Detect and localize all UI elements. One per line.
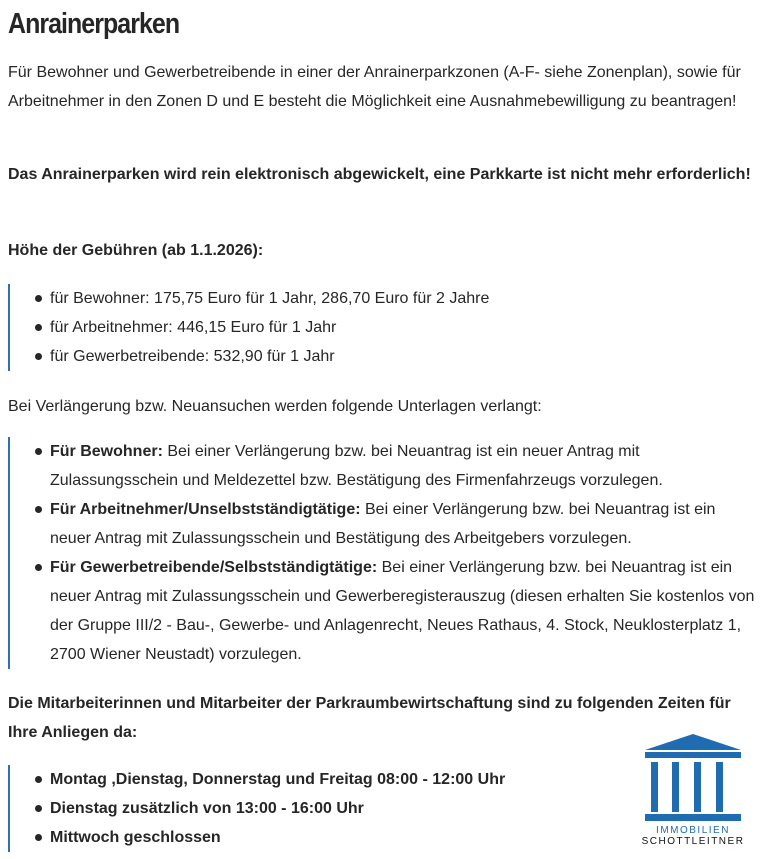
list-item [10, 437, 762, 495]
logo-line1: IMMOBILIEN [656, 825, 730, 836]
documents-list [8, 437, 762, 669]
list-item: Dienstag zusätzlich von 13:00 - 16:00 Uhr [10, 794, 610, 823]
list-item: Montag ,Dienstag, Donnerstag und Freitag 08:00 - 12:00 Uhr [10, 765, 610, 794]
electronic-note: Das Anrainerparken wird rein elektronisch abgewickelt, eine Parkkarte ist nicht mehr erforderlich! [8, 166, 751, 183]
fees-heading: Höhe der Gebühren (ab 1.1.2026): [8, 242, 264, 259]
logo-line2: SCHOTTLEITNER [641, 836, 745, 847]
fees-list [8, 284, 762, 371]
company-logo [631, 732, 755, 850]
item-label: Für Bewohner: [50, 443, 163, 460]
item-label: Für Gewerbetreibende/Selbstständigtätige: [50, 559, 378, 576]
intro-text: Für Bewohner und Gewerbetreibende in einer der Anrainerparkzonen (A-F- siehe Zonenplan), sowie für Arbeitnehmer in den Zonen D und E besteht die Möglichkeit eine Ausnahmebewilligung zu beantragen! [8, 64, 741, 110]
item-text: Bei einer Verlängerung bzw. bei Neuantrag ist ein neuer Antrag mit Zulassungsschein und Gewerberegisterauszug (diesen erhalten Sie kostenlos von der Gruppe III/2 - Bau-, Gewerbe- und Anlagenrecht, Neues Rathaus, 4. Stock, Neuklosterplatz 1, 2700 Wiener Neustadt) vorzulegen. [50, 559, 755, 663]
list-item: Mittwoch geschlossen [10, 823, 610, 852]
page-title: Anrainerparken [8, 8, 180, 40]
item-text: Bei einer Verlängerung bzw. bei Neuantrag ist ein neuer Antrag mit Zulassungsschein und Bestätigung des Arbeitgebers vorzulegen. [50, 501, 716, 547]
item-label: Für Arbeitnehmer/Unselbstständigtätige: [50, 501, 361, 518]
list-item [10, 495, 762, 553]
documents-intro: Bei Verlängerung bzw. Neuansuchen werden folgende Unterlagen verlangt: [8, 398, 542, 415]
temple-icon [631, 732, 755, 824]
list-item [10, 553, 762, 669]
list-item: für Gewerbetreibende: 532,90 für 1 Jahr [10, 342, 762, 371]
list-item: für Arbeitnehmer: 446,15 Euro für 1 Jahr [10, 313, 762, 342]
hours-list [8, 765, 610, 852]
list-item: für Bewohner: 175,75 Euro für 1 Jahr, 286,70 Euro für 2 Jahre [10, 284, 762, 313]
hours-heading: Die Mitarbeiterinnen und Mitarbeiter der Parkraumbewirtschaftung sind zu folgenden Zeiten für Ihre Anliegen da: [8, 695, 731, 741]
item-text: Bei einer Verlängerung bzw. bei Neuantrag ist ein neuer Antrag mit Zulassungsschein und Meldezettel bzw. Bestätigung des Firmenfahrzeugs vorzulegen. [50, 443, 663, 489]
